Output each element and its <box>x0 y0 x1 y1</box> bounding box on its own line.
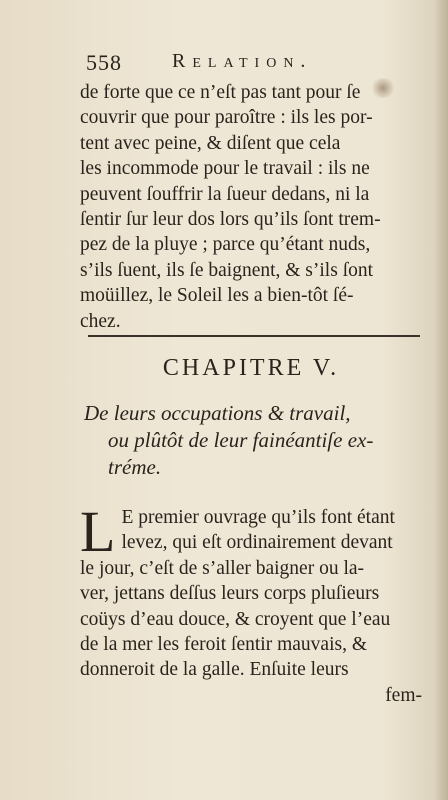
text-line: ver, jettans deſſus leurs corps pluſieurs <box>80 583 380 605</box>
chapter-subtitle <box>84 400 422 481</box>
page-header <box>86 50 418 76</box>
catchword-line <box>80 683 422 708</box>
text-line: peuvent ſouffrir la ſueur dedans, ni la <box>80 183 370 205</box>
subtitle-line: tréme. <box>108 455 162 479</box>
chapter-heading: CHAPITRE V. <box>162 355 340 381</box>
chapter-paragraph <box>80 499 422 708</box>
subtitle-line: ou plûtôt de leur fainéantiſe ex- <box>108 428 374 452</box>
text-line: moüillez, le Soleil les a bien-tôt ſé- <box>80 285 354 307</box>
page-edge-shadow <box>434 0 448 800</box>
text-line: de forte que ce n’eſt pas tant pour ſe <box>80 82 361 103</box>
text-line: couvrir que pour paroître : ils les por- <box>80 107 373 129</box>
text-line: donneroit de la galle. Enſuite leurs <box>80 659 349 681</box>
text-line: le jour, c’eſt de s’aller baigner ou la- <box>80 557 365 579</box>
first-word: E <box>121 507 134 528</box>
section-divider-rule <box>88 335 420 337</box>
drop-cap: L <box>80 499 116 564</box>
text-line: levez, qui eſt ordinairement devant <box>121 532 393 554</box>
text-line: pez de la pluye ; parce qu’étant nuds, <box>80 234 371 256</box>
text-line <box>121 505 422 530</box>
subtitle-line: De leurs occupations & travail, <box>84 401 351 425</box>
page-number: 558 <box>86 50 122 75</box>
running-head: Relation. <box>172 50 313 72</box>
text-line: tent avec peine, & diſent que cela <box>80 132 341 154</box>
text-line: de la mer les feroit ſentir mauvais, & <box>80 634 367 656</box>
text-line: ſentir ſur leur dos lors qu’ils ſont trem- <box>80 209 381 231</box>
paragraph-continued <box>80 80 422 334</box>
text-line: les incommode pour le travail : ils ne <box>80 158 370 180</box>
text-line: s’ils ſuent, ils ſe baignent, & s’ils ſont <box>80 259 374 281</box>
text-line-rest: premier ouvrage qu’ils font étant <box>138 507 395 528</box>
text-line: chez. <box>80 310 121 332</box>
catchword: fem- <box>385 684 422 706</box>
text-line: coüys d’eau douce, & croyent que l’eau <box>80 608 391 630</box>
